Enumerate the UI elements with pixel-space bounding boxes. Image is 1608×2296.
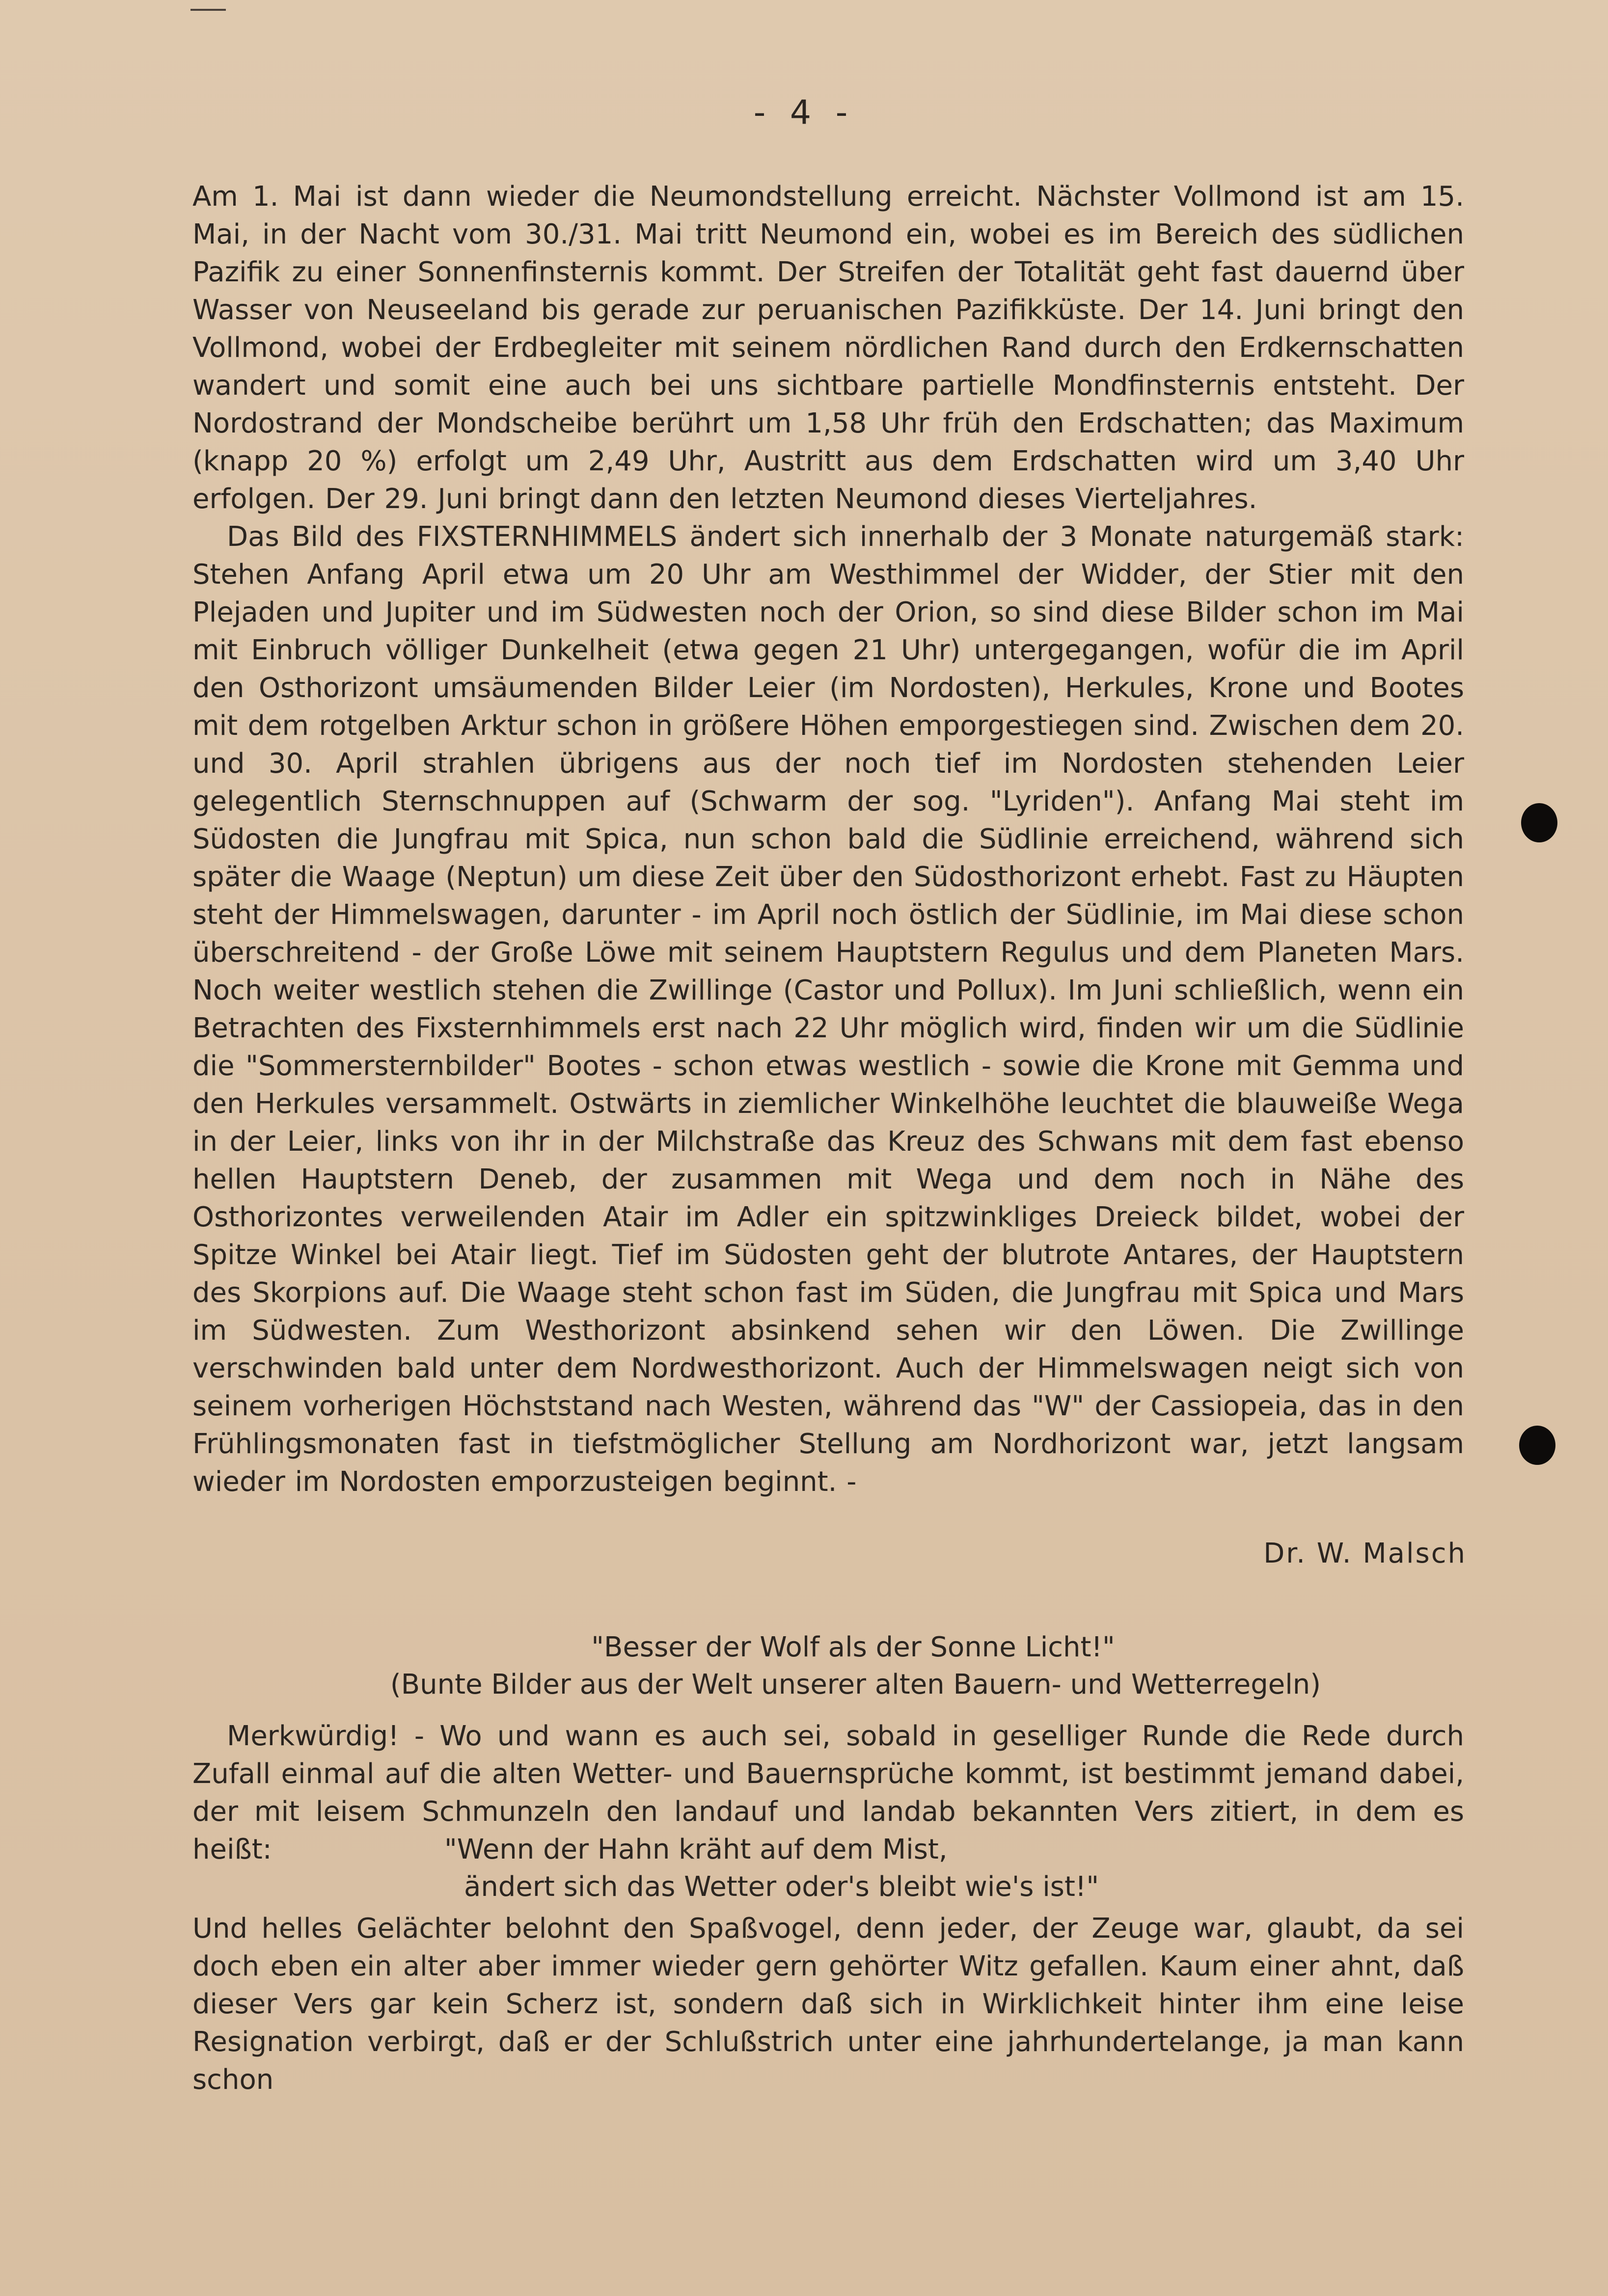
page-number: - 4 - xyxy=(753,93,855,132)
article-title: "Besser der Wolf als der Sonne Licht!" xyxy=(591,1631,1115,1663)
author-signature: Dr. W. Malsch xyxy=(1263,1538,1467,1569)
verse-line: "Wenn der Hahn kräht auf dem Mist, xyxy=(444,1834,948,1865)
article-heading xyxy=(0,1629,1608,1703)
paragraph-body: Und helles Gelächter belohnt den Spaßvogel, denn jeder, der Zeuge war, glaubt, da sei doch eben ein alter aber immer wieder gern gehörter Witz gefallen. Kaum einer ahnt, daß dieser Vers gar kein Scherz ist, sondern daß sich in Wirklichkeit hinter ihm eine leise Resignation verbirgt, daß er der Schlußstrich unter eine jahrhundertelange, ja man kann schon xyxy=(192,1913,1464,2096)
article-subtitle: (Bunte Bilder aus der Welt unserer alten Bauern- und Wetterregeln) xyxy=(390,1669,1321,1701)
verse-quote xyxy=(444,1831,1099,1906)
article-body xyxy=(192,1910,1464,2099)
paragraph-moon-phases: Am 1. Mai ist dann wieder die Neumondstellung erreicht. Nächster Vollmond ist am 15. Mai, in der Nacht vom 30./31. Mai tritt Neumond ein, wobei es im Bereich des südlichen Pazifik zu einer Sonnenfinsternis kommt. Der Streifen der Totalität geht fast dauernd über Wasser von Neuseeland bis gerade zur peruanischen Pazifikküste. Der 14. Juni bringt den Vollmond, wobei der Erdbegleiter mit seinem nördlichen Rand durch den Erdkernschatten wandert und somit eine auch bei uns sichtbare partielle Mondfinsternis entsteht. Der Nordostrand der Mondscheibe berührt um 1,58 Uhr früh den Erdschatten; das Maximum (knapp 20 %) erfolgt um 2,49 Uhr, Austritt aus dem Erdschatten wird um 3,40 Uhr erfolgen. Der 29. Juni bringt dann den letzten Neumond dieses Vierteljahres. xyxy=(192,181,1464,515)
paragraph-fixed-stars: Das Bild des FIXSTERNHIMMELS ändert sich innerhalb der 3 Monate naturgemäß stark: Stehen Anfang April etwa um 20 Uhr am Westhimmel der Widder, der Stier mit den Plejaden und Jupiter und im Südwesten noch der Orion, so sind diese Bilder schon im Mai mit Einbruch völliger Dunkelheit (etwa gegen 21 Uhr) untergegangen, wofür die im April den Osthorizont umsäumenden Bilder Leier (im Nordosten), Herkules, Krone und Bootes mit dem rotgelben Arktur schon in größere Höhen emporgestiegen sind. Zwischen dem 20. und 30. April strahlen übrigens aus der noch tief im Nordosten stehenden Leier gelegentlich Sternschnuppen auf (Schwarm der sog. "Lyriden"). Anfang Mai steht im Südosten die Jungfrau mit Spica, nun schon bald die Südlinie erreichend, während sich später die Waage (Neptun) um diese Zeit über den Südosthorizont erhebt. Fast zu Häupten steht der Himmelswagen, darunter - im April noch östlich der Südlinie, im Mai diese schon überschreitend - der Große Löwe mit seinem Hauptstern Regulus und dem Planeten Mars. Noch weiter westlich stehen die Zwillinge (Castor und Pollux). Im Juni schließlich, wenn ein Betrachten des Fixsternhimmels erst nach 22 Uhr möglich wird, finden wir um die Südlinie die "Sommersternbilder" Bootes - schon etwas westlich - sowie die Krone mit Gemma und den Herkules versammelt. Ostwärts in ziemlicher Winkelhöhe leuchtet die blauweiße Wega in der Leier, links von ihr in der Milchstraße das Kreuz des Schwans mit dem fast ebenso hellen Hauptstern Deneb, der zusammen mit Wega und dem noch in Nähe des Osthorizontes verweilenden Atair im Adler ein spitzwinkliges Dreieck bildet, wobei der Spitze Winkel bei Atair liegt. Tief im Südosten geht der blutrote Antares, der Hauptstern des Skorpions auf. Die Waage steht schon fast im Süden, die Jungfrau mit Spica und Mars im Südwesten. Zum Westhorizont absinkend sehen wir den Löwen. Die Zwillinge verschwinden bald unter dem Nordwesthorizont. Auch der Himmelswagen neigt sich von seinem vorherigen Höchststand nach Westen, während das "W" der Cassiopeia, das in den Frühlingsmonaten fast in tiefstmöglicher Stellung am Nordhorizont war, jetzt langsam wieder im Nordosten emporzusteigen beginnt. - xyxy=(192,521,1464,1498)
moon-section xyxy=(192,178,1464,1501)
paragraph-intro: Merkwürdig! - Wo und wann es auch sei, sobald in geselliger Runde die Rede durch Zufall einmal auf die alten Wetter- und Bauernsprüche kommt, ist bestimmt jemand dabei, der mit leisem Schmunzeln den landauf und landab bekannten Vers zitiert, in dem es heißt: xyxy=(192,1720,1464,1865)
punch-hole xyxy=(1519,1426,1555,1465)
verse-line: ändert sich das Wetter oder's bleibt wie's ist!" xyxy=(464,1871,1099,1903)
punch-hole xyxy=(1521,803,1557,842)
corner-mark xyxy=(191,9,226,11)
